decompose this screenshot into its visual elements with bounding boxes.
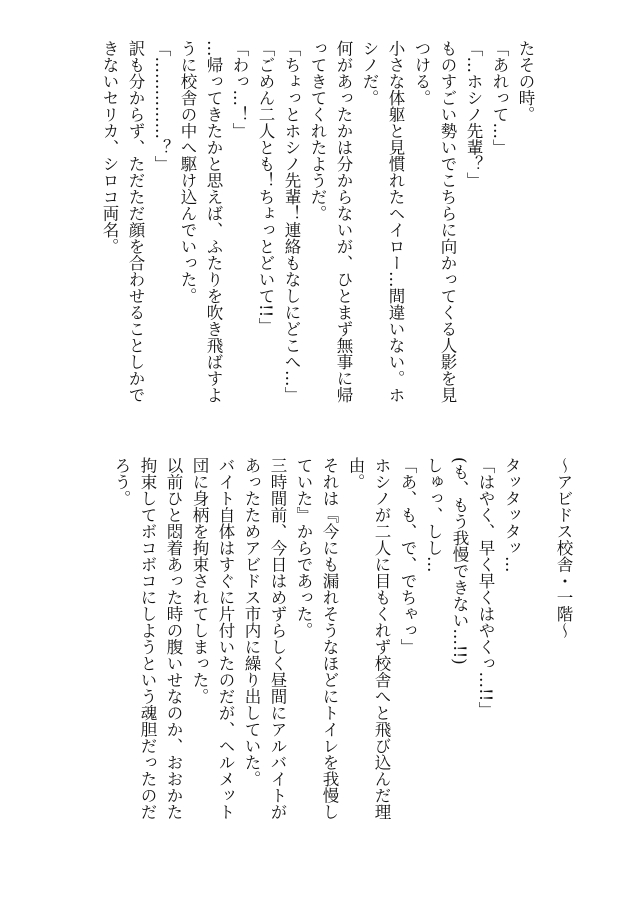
text-line: それは『今にも漏れそうなほどにトイレを我慢し	[320, 457, 339, 820]
text-line: …帰ってきたかと思えば、ふたりを吹き飛ばすよ	[204, 40, 223, 403]
top-text-block	[100, 40, 538, 450]
text-line: 団に身柄を拘束されてしまった。	[190, 457, 209, 705]
text-line: うに校舎の中へ駆け込んでいった。	[178, 40, 197, 304]
text-line: 「はやく、早く早くはやくっ…!!」	[476, 457, 495, 718]
text-line: 「ごめん二人とも！ちょっとどいて!!」	[256, 40, 275, 334]
text-line: つける。	[412, 40, 431, 106]
text-line: 三時間前、今日はめずらしく昼間にアルバイトが	[268, 457, 287, 820]
text-line: 「わっ…！」	[230, 40, 249, 139]
text-line: ってきてくれたようだ。	[308, 40, 327, 222]
text-line: 由。	[346, 457, 365, 490]
text-line: シノだ。	[360, 40, 379, 106]
text-line: たその時。	[516, 40, 535, 123]
text-line: 何があったかは分からないが、ひとまず無事に帰	[334, 40, 353, 403]
text-line: タッタッタッ…	[502, 457, 521, 573]
text-line: 「ちょっとホシノ先輩！連絡もなしにどこへ…」	[282, 40, 301, 403]
text-line: ろう。	[112, 457, 131, 507]
text-line: 小さな体躯と見慣れたヘイロー…間違いない。ホ	[386, 40, 405, 403]
text-line: 「あ、も、で、でちゃっ」	[398, 457, 417, 655]
text-line: 「あれって…」	[490, 40, 509, 156]
text-line: 「…ホシノ先輩？」	[464, 40, 483, 189]
text-line: バイト自体はすぐに片付いたのだが、ヘルメット	[216, 457, 235, 820]
text-line: しゅっ、しし…	[424, 457, 443, 573]
text-line: 拘束してボコボコにしようという魂胆だったのだ	[138, 457, 157, 820]
text-line: あったためアビドス市内に繰り出していた。	[242, 457, 261, 787]
text-line: 訳も分からず、ただただ顔を合わせることしかで	[126, 40, 145, 403]
text-line: 「……………？」	[152, 40, 171, 172]
text-line: ものすごい勢いでこちらに向かってくる人影を見	[438, 40, 457, 403]
text-line: ホシノが二人に目もくれず校舎へと飛び込んだ理	[372, 457, 391, 820]
text-line: きないセリカ、シロコ両名。	[100, 40, 119, 255]
text-line: ていた』からであった。	[294, 457, 313, 639]
section-heading: ～アビドス校舎・一階～	[554, 457, 573, 639]
text-line: (も、もう我慢できない…!!)	[450, 457, 469, 665]
bottom-text-block	[106, 457, 576, 867]
text-line: 以前ひと悶着あった時の腹いせなのか、おおかた	[164, 457, 183, 820]
